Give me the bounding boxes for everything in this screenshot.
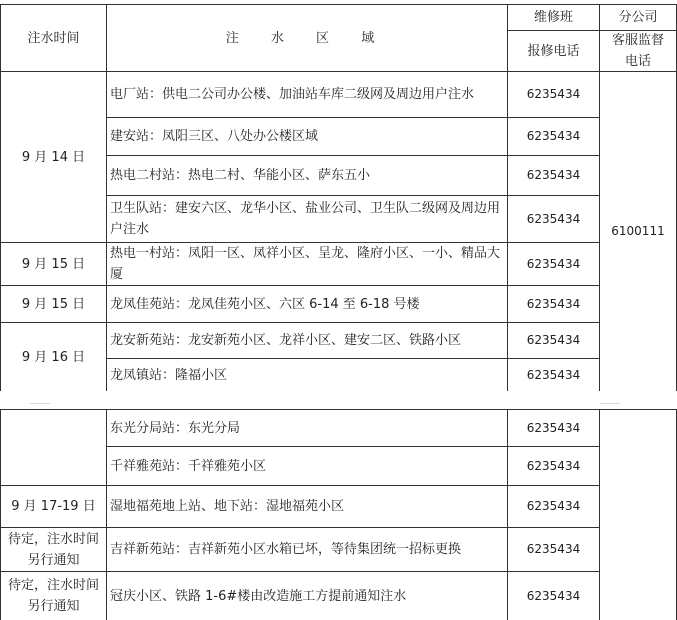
date-cell: 9 月 16 日 [0,322,106,392]
header-repair-team: 维修班 [507,4,599,30]
repair-phone-cell: 6235434 [507,527,599,571]
page-break [0,391,677,408]
repair-phone-cell: 6235434 [507,155,599,195]
area-cell: 热电一村站：凤阳一区、凤祥小区、呈龙、隆府小区、一小、精品大厦 [106,242,507,285]
date-cell: 待定，注水时间另行通知 [0,527,106,571]
repair-phone-cell: 6235434 [507,446,599,485]
repair-phone-cell: 6235434 [507,117,599,155]
repair-phone-cell: 6235434 [507,195,599,242]
area-cell: 龙凤佳苑站：龙凤佳苑小区、六区 6-14 至 6-18 号楼 [106,285,507,322]
repair-phone-cell: 6235434 [507,358,599,392]
area-cell: 电厂站：供电二公司办公楼、加油站车库二级网及周边用户注水 [106,71,507,117]
date-cell: 9 月 14 日 [0,71,106,242]
date-cell: 9 月 15 日 [0,285,106,322]
area-cell: 龙安新苑站：龙安新苑小区、龙祥小区、建安二区、铁路小区 [106,322,507,358]
area-cell: 卫生队站：建安六区、龙华小区、盐业公司、卫生队二级网及周边用户注水 [106,195,507,242]
date-cell: 9 月 15 日 [0,242,106,285]
repair-phone-cell: 6235434 [507,242,599,285]
area-cell: 东光分局站：东光分局 [106,409,507,446]
date-cell [0,409,106,485]
repair-phone-cell: 6235434 [507,409,599,446]
repair-phone-cell: 6235434 [507,71,599,117]
supervision-phone-cell [599,409,677,620]
area-cell: 湿地福苑地上站、地下站：湿地福苑小区 [106,485,507,527]
page-corner-mark [30,403,50,404]
date-cell: 待定，注水时间另行通知 [0,571,106,620]
area-cell: 龙凤镇站：隆福小区 [106,358,507,392]
repair-phone-cell: 6235434 [507,571,599,620]
area-cell: 吉祥新苑站：吉祥新苑小区水箱已坏，等待集团统一招标更换 [106,527,507,571]
repair-phone-cell: 6235434 [507,285,599,322]
header-branch: 分公司 [599,4,677,30]
repair-phone-cell: 6235434 [507,485,599,527]
header-repair-phone: 报修电话 [507,30,599,71]
header-injection-time: 注水时间 [0,4,106,71]
area-cell: 千祥雅苑站：千祥雅苑小区 [106,446,507,485]
area-cell: 冠庆小区、铁路 1-6#楼由改造施工方提前通知注水 [106,571,507,620]
date-cell: 9 月 17-19 日 [0,485,106,527]
header-supervision-phone: 客服监督电话 [599,30,677,71]
header-injection-area: 注 水 区 域 [106,4,507,71]
repair-phone-cell: 6235434 [507,322,599,358]
area-cell: 热电二村站：热电二村、华能小区、萨东五小 [106,155,507,195]
supervision-phone-cell: 6100111 [599,71,677,392]
area-cell: 建安站：凤阳三区、八处办公楼区域 [106,117,507,155]
page-corner-mark [600,403,620,404]
